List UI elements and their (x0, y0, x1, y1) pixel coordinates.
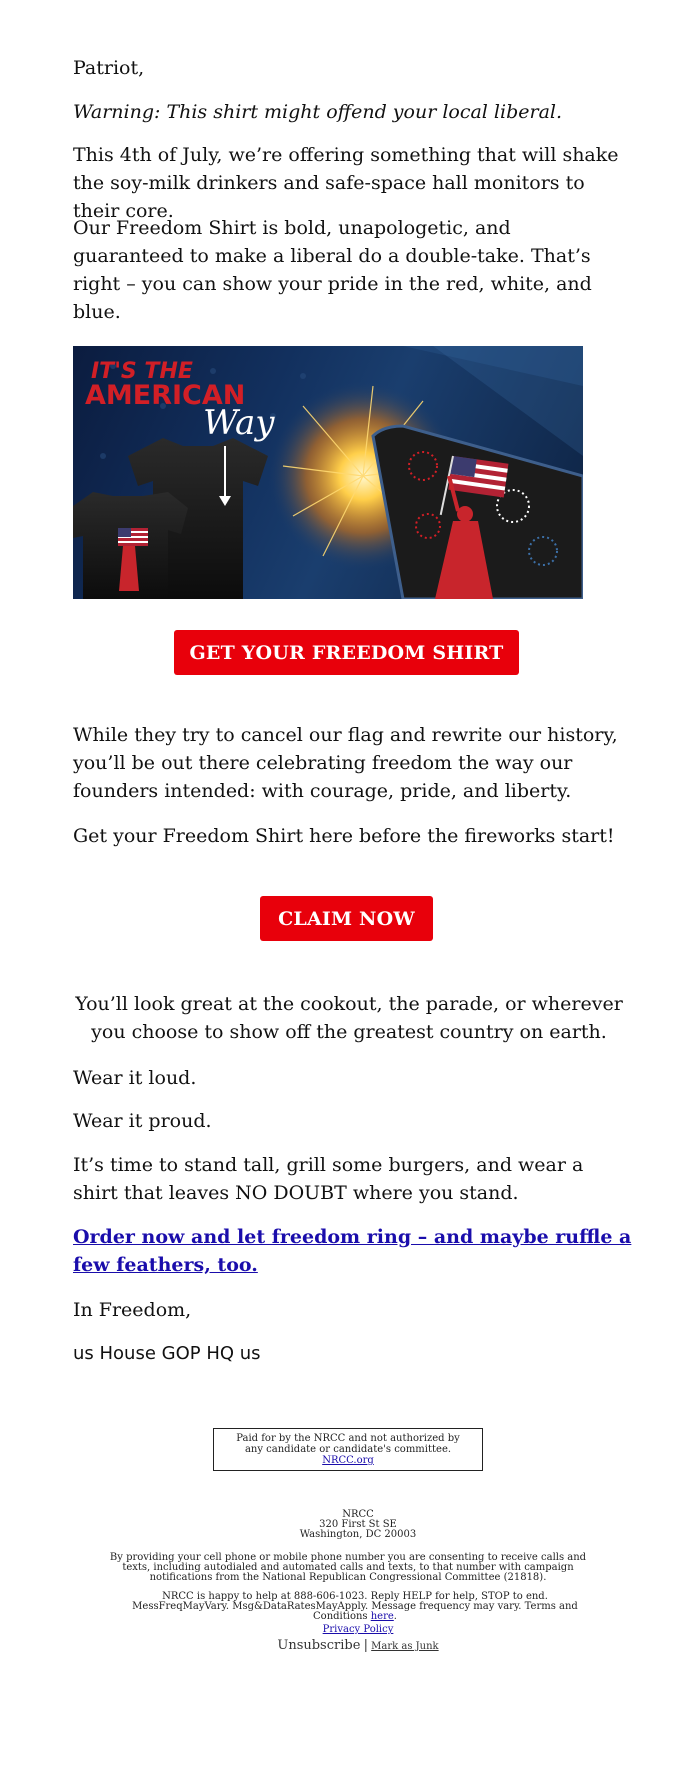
get-freedom-shirt-button[interactable]: GET YOUR FREEDOM SHIRT (174, 630, 519, 675)
mark-as-junk-link[interactable]: Mark as Junk (371, 1641, 439, 1652)
footer-separator: | (363, 1638, 368, 1653)
footer-help-text: NRCC is happy to help at 888-606-1023. Reply HELP for help, STOP to end. MessFreqMayVary. Msg&DataRatesMayApply. Message frequency may vary. Terms and Conditions (132, 1591, 578, 1622)
paid-for-text-wrap (232, 1433, 464, 1466)
claim-now-button[interactable]: CLAIM NOW (260, 896, 433, 941)
paragraph-intro: This 4th of July, we’re offering something that will shake the soy-milk drinkers and safe-space hall monitors to their core. (73, 144, 619, 222)
paragraph-cancel: While they try to cancel our flag and rewrite our history, you’ll be out there celebrating freedom the way our founders intended: with courage, pride, and liberty. (73, 724, 618, 802)
hero-banner-graphic (73, 346, 583, 599)
greeting: Patriot, (73, 57, 145, 79)
terms-here-link[interactable]: here (370, 1611, 394, 1622)
paragraph-wear-proud: Wear it proud. (73, 1110, 212, 1132)
signature: us House GOP HQ us (73, 1343, 261, 1364)
paragraph-cookout: You’ll look great at the cookout, the parade, or wherever you choose to show off the greatest country on earth. (75, 993, 623, 1043)
paragraph-wear-loud: Wear it loud. (73, 1067, 197, 1089)
order-now-link[interactable]: Order now and let freedom ring – and maybe ruffle a few feathers, too. (73, 1226, 632, 1276)
footer-address-line-2: Washington, DC 20003 (299, 1529, 417, 1540)
banner-line-3: Way (203, 403, 275, 443)
footer-privacy (80, 1625, 636, 1635)
footer-address (80, 1510, 636, 1540)
footer-help (120, 1592, 590, 1622)
privacy-policy-link[interactable]: Privacy Policy (322, 1624, 394, 1635)
shirt-closeup (373, 426, 583, 599)
banner-line-2: AMERICAN (85, 380, 246, 411)
paragraph-get-shirt: Get your Freedom Shirt here before the fireworks start! (73, 825, 615, 847)
banner-line-1: IT'S THE (91, 359, 193, 384)
footer-unsubscribe-row (80, 1638, 636, 1654)
paragraph-freedom-shirt: Our Freedom Shirt is bold, unapologetic, and guaranteed to make a liberal do a double-take. That’s right – you can show your pride in the red, white, and blue. (73, 217, 592, 323)
footer-help-period: . (393, 1611, 397, 1622)
warning-line: Warning: This shirt might offend your local liberal. (73, 101, 563, 123)
hero-banner-image[interactable] (73, 346, 583, 599)
footer-consent: By providing your cell phone or mobile phone number you are consenting to receive calls and texts, including autodialed and automated calls and texts, to that number with campaign notifications from the National Republican Congressional Committee (21818). (109, 1552, 587, 1583)
unsubscribe-link[interactable]: Unsubscribe (277, 1638, 361, 1653)
nrcc-org-link[interactable]: NRCC.org (322, 1455, 374, 1466)
signoff: In Freedom, (73, 1299, 192, 1321)
paid-for-text: Paid for by the NRCC and not authorized by any candidate or candidate's committee. (236, 1433, 460, 1455)
order-now-paragraph (73, 1223, 633, 1279)
paragraph-stand-tall: It’s time to stand tall, grill some burgers, and wear a shirt that leaves NO DOUBT where you stand. (73, 1154, 584, 1204)
footer-address-line-1: 320 First St SE (319, 1519, 397, 1530)
paid-for-disclaimer (213, 1428, 483, 1471)
footer-org: NRCC (342, 1509, 374, 1520)
